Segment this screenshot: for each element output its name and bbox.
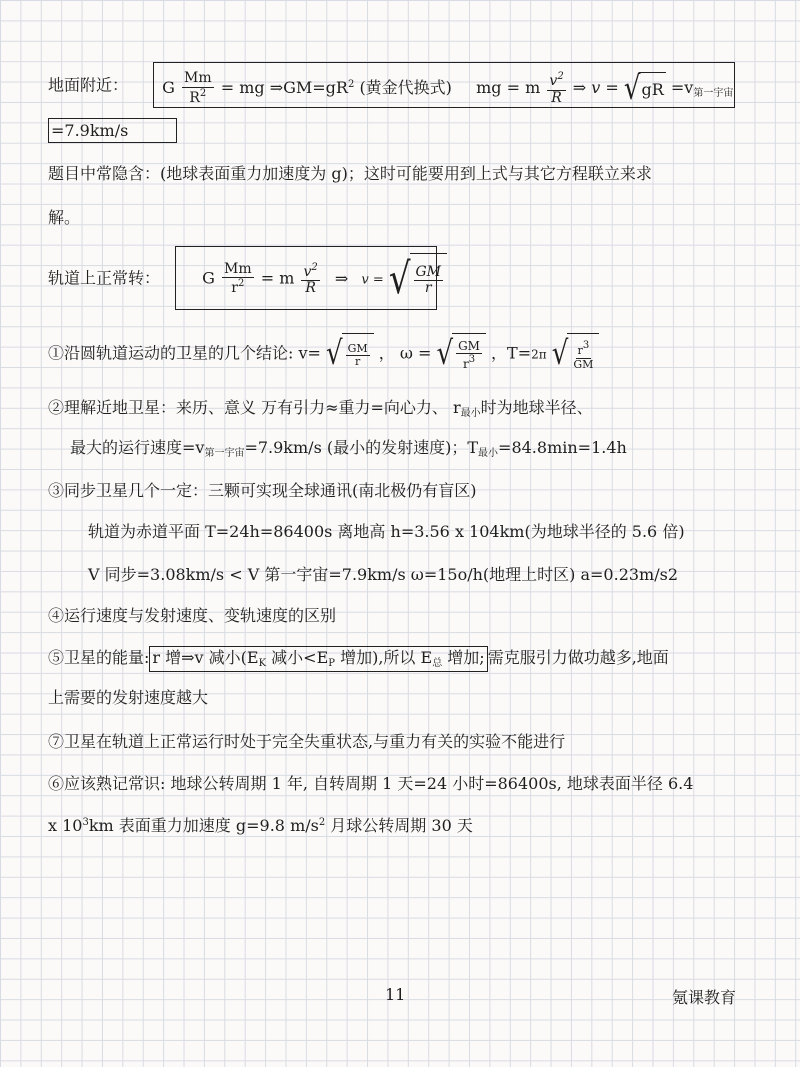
geostationary-line: ③同步卫星几个一定：三颗可实现全球通讯(南北极仍有盲区) bbox=[48, 481, 477, 500]
orbit-equals-m: = m bbox=[260, 268, 295, 288]
eq2-denominator: R bbox=[551, 89, 562, 106]
eq2-sub: 第一宇宙 bbox=[693, 88, 734, 99]
eq1-rest-sup: 2 bbox=[347, 79, 355, 90]
near-earth-satellite-line: ②理解近地卫星：来历、意义 万有引力≈重力=向心力、 $r_{最小}$时为地球半径、 bbox=[48, 398, 593, 419]
eq2-numerator: $v^2$ bbox=[549, 71, 564, 90]
orbit-label: 轨道上正常转： bbox=[48, 268, 161, 288]
eq1-g: G bbox=[162, 78, 175, 97]
orbit-g: G bbox=[202, 268, 215, 288]
eq1-fraction bbox=[182, 71, 214, 106]
geostationary-orbit-line: 轨道为赤道平面 T=24h=86400s 离地高 h=3.56 x 104km(为地球半径的 5.6 倍) bbox=[88, 522, 685, 541]
period-sqrt: √ $\frac{r3}{GM}$ bbox=[552, 333, 600, 375]
orbit-fraction1: $\frac{Mm}{r^2}$ bbox=[223, 260, 252, 296]
golden-substitution-note: (黄金代换式) bbox=[359, 78, 452, 97]
orbit-line bbox=[48, 246, 442, 310]
v-sqrt: √ $\frac{GM}{r}$ bbox=[326, 333, 374, 375]
common-knowledge-line: ⑥应该熟记常识: 地球公转周期 1 年, 自转周期 1 天=24 小时=86400s, 地球表面半径 6.4 bbox=[48, 774, 694, 793]
page-number: 11 bbox=[385, 985, 406, 1004]
eq2-equals-v: =v bbox=[670, 78, 694, 97]
first-cosmic-speed-line bbox=[48, 118, 177, 143]
eq2-v: v = bbox=[591, 78, 619, 97]
first-cosmic-speed-box: =7.9km/s bbox=[48, 118, 177, 143]
orbit-sqrt: √ $\frac{GM}{r}$ bbox=[389, 253, 447, 305]
eq2-sqrt: √ gR bbox=[623, 69, 664, 108]
near-ground-line bbox=[48, 62, 735, 108]
weightlessness-line: ⑦卫星在轨道上正常运行时处于完全失重状态,与重力有关的实验不能进行 bbox=[48, 732, 566, 751]
eq1-denominator: $R^2$ bbox=[189, 87, 207, 106]
eq2-left: mg = m bbox=[476, 78, 541, 97]
orbit-v: v = bbox=[361, 272, 384, 288]
satellite-energy-line-cont: 上需要的发射速度越大 bbox=[48, 688, 209, 707]
speed-difference-line: ④运行速度与发射速度、变轨速度的区别 bbox=[48, 606, 337, 625]
geostationary-speed-line: V 同步=3.08km/s < V 第一宇宙=7.9km/s ω=15o/h(地理上时区) a=0.23m/s2 bbox=[88, 565, 679, 584]
brand-name: 氪课教育 bbox=[672, 988, 737, 1007]
orbit-formula-box bbox=[175, 246, 442, 310]
near-ground-label: 地面附近： bbox=[48, 75, 129, 95]
common-knowledge-line-cont: x $10^3km$ 表面重力加速度 g=9.8 $m/s^2$ 月球公转周期 30 天 bbox=[48, 816, 473, 835]
omega-sqrt: √ $\frac{GM}{r^3}$ bbox=[437, 333, 486, 375]
circular-orbit-conclusions: ①沿圆轨道运动的卫星的几个结论: v= √ $\frac{GM}{r}$ ， ω = √ $\frac{GM}{r^3}$ ，T=2π √ $\frac{r3}{GM}$ bbox=[48, 333, 599, 375]
eq2-fraction bbox=[547, 71, 565, 106]
satellite-energy-line: ⑤卫星的能量: r 增⇒v 减小($E_K$ 减小$<E_P$ 增加),所以 $E_总$ 增加; 需克服引力做功越多,地面 bbox=[48, 646, 669, 672]
hint-line: 题目中常隐含：(地球表面重力加速度为 g)；这时可能要用到上式与其它方程联立来求 bbox=[48, 164, 652, 183]
eq1-rest: = mg ⇒GM=gR bbox=[220, 78, 348, 97]
max-speed-line: 最大的运行速度$=v_{第一宇宙}=7.9km/s$ (最小的发射速度)；$T_{最小}=84.8\min=1.4h$ bbox=[70, 438, 627, 459]
eq2-implies: ⇒ bbox=[572, 78, 587, 97]
eq1-numerator: Mm bbox=[183, 70, 212, 87]
orbit-implies: ⇒ bbox=[334, 268, 349, 288]
orbit-fraction2: $\frac{v^2}{R}$ bbox=[303, 261, 318, 296]
hint-line-cont: 解。 bbox=[48, 208, 81, 227]
near-ground-formula-box bbox=[153, 62, 735, 108]
energy-box: r 增⇒v 减小($E_K$ 减小$<E_P$ 增加),所以 $E_总$ 增加; bbox=[149, 646, 487, 672]
